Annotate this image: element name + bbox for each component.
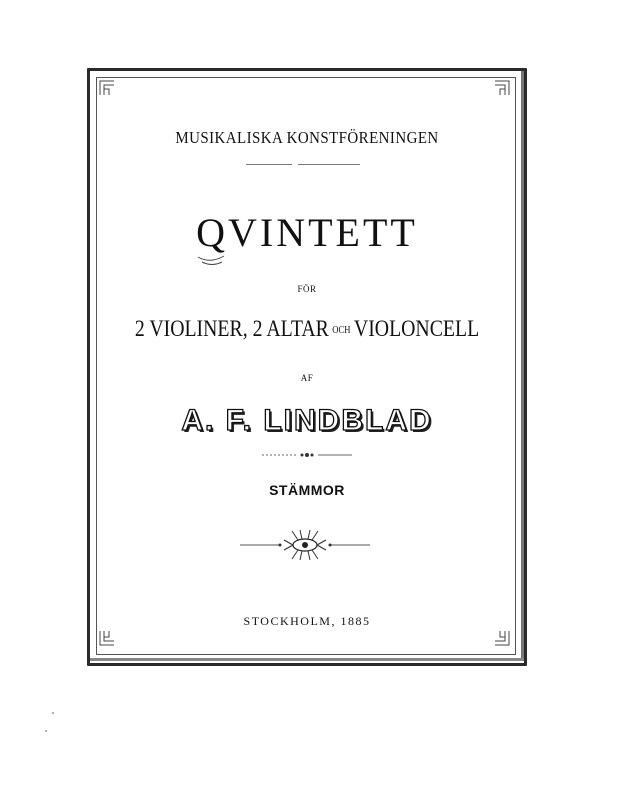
paper-speck [52,712,54,714]
divider-rule [298,164,360,165]
paper-speck [45,730,47,732]
instruments-part1: 2 VIOLINER, 2 ALTAR [134,316,329,341]
corner-ornament-icon [99,630,115,646]
for-word: FÖR [297,284,317,294]
corner-ornament-icon [99,80,115,96]
corner-ornament-icon [494,630,510,646]
society-name: MUSIKALISKA KONSTFÖRENINGEN [175,128,439,147]
floral-ornament-icon [240,528,370,562]
instruments-part2: VIOLONCELL [353,316,480,341]
parts-label: STÄMMOR [269,482,345,498]
work-title: QVINTETT [196,210,418,255]
dotted-divider-icon [262,450,352,460]
instrumentation [118,316,496,342]
instruments-conjunction: OCH [332,325,351,337]
publisher-imprint: STOCKHOLM, 1885 [243,614,371,628]
by-word: AF [300,373,314,383]
composer-name: A. F. LINDBLAD [181,404,433,437]
corner-ornament-icon [494,80,510,96]
divider-rule [246,164,292,165]
title-flourish-icon [196,254,226,268]
